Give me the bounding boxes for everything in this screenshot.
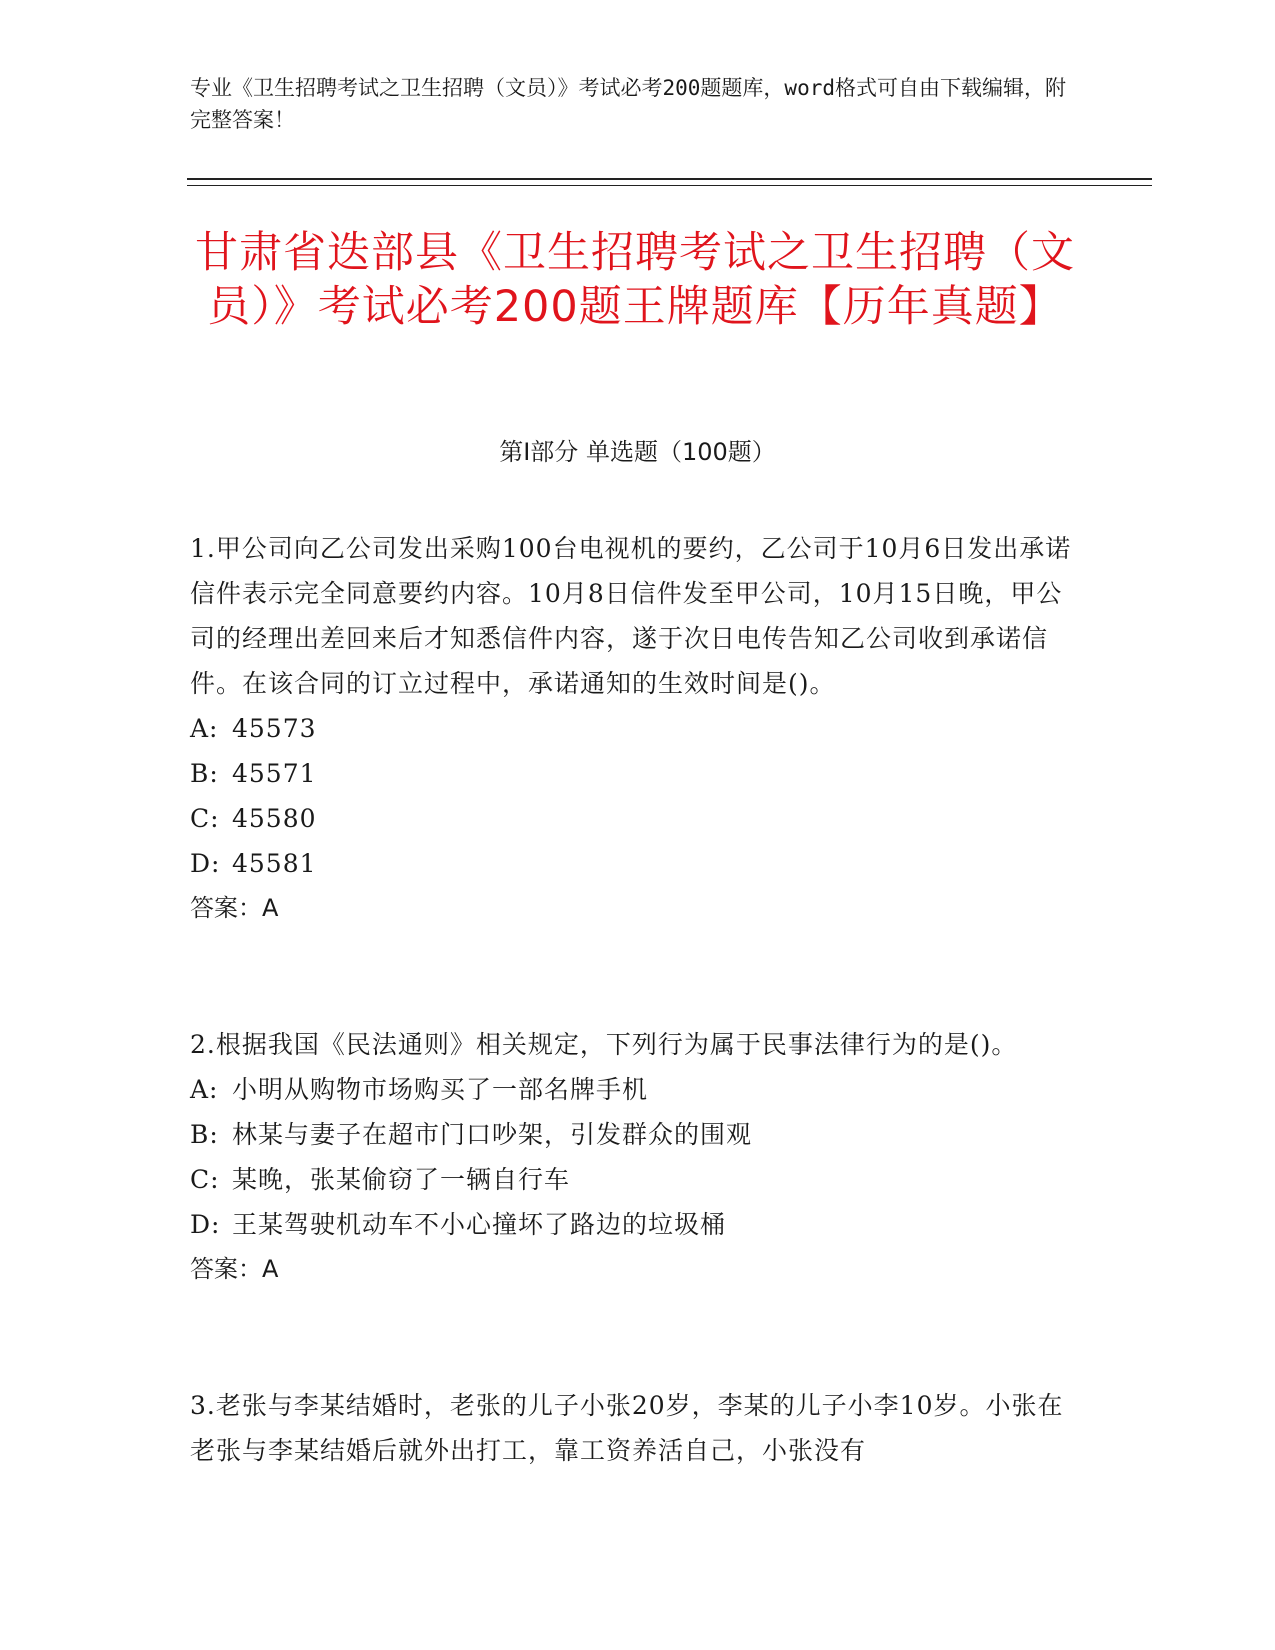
- answer-line: 答案：A: [190, 894, 279, 922]
- option-text: 45571: [232, 759, 317, 788]
- question-stem: 3.老张与李某结婚时，老张的儿子小张20岁，李某的儿子小李10岁。小张在老张与李某结婚后就外出打工，靠工资养活自己，小张没有: [190, 1391, 1064, 1465]
- question-2: [190, 1022, 1075, 1291]
- section-title: 第Ⅰ部分 单选题（100题）: [499, 438, 776, 466]
- option-b: [190, 751, 1075, 796]
- option-text: 林某与妻子在超市门口吵架，引发群众的围观: [232, 1120, 753, 1149]
- header-rule-thin: [187, 185, 1152, 186]
- option-text: 45573: [232, 714, 317, 743]
- option-key: B:: [190, 759, 219, 788]
- option-b: [190, 1112, 1075, 1157]
- question-stem: 1.甲公司向乙公司发出采购100台电视机的要约，乙公司于10月6日发出承诺信件表示完全同意要约内容。10月8日信件发至甲公司，10月15日晚，甲公司的经理出差回来后才知悉信件内容，遂于次日电传告知乙公司收到承诺信件。在该合同的订立过程中，承诺通知的生效时间是()。: [190, 534, 1072, 698]
- header-note: 专业《卫生招聘考试之卫生招聘（文员）》考试必考200题题库，word格式可自由下载编辑，附完整答案！: [190, 76, 1066, 132]
- option-key: A:: [190, 714, 219, 743]
- option-key: D:: [190, 849, 221, 878]
- header-rule-thick: [187, 178, 1152, 180]
- option-d: [190, 1202, 1075, 1247]
- option-key: C:: [190, 804, 220, 833]
- question-stem: 2.根据我国《民法通则》相关规定，下列行为属于民事法律行为的是()。: [190, 1030, 1018, 1059]
- option-key: D:: [190, 1210, 221, 1239]
- option-text: 45581: [232, 849, 317, 878]
- question-3: [190, 1383, 1075, 1473]
- option-c: [190, 796, 1075, 841]
- option-key: C:: [190, 1165, 220, 1194]
- question-1: [190, 526, 1075, 930]
- option-a: [190, 1067, 1075, 1112]
- option-d: [190, 841, 1075, 886]
- answer-line: 答案：A: [190, 1255, 279, 1283]
- document-title: 甘肃省迭部县《卫生招聘考试之卫生招聘（文员）》考试必考200题王牌题库【历年真题】: [195, 228, 1075, 332]
- option-text: 王某驾驶机动车不小心撞坏了路边的垃圾桶: [232, 1210, 727, 1239]
- option-a: [190, 706, 1075, 751]
- option-key: A:: [190, 1075, 219, 1104]
- option-text: 45580: [232, 804, 317, 833]
- option-text: 小明从购物市场购买了一部名牌手机: [232, 1075, 649, 1104]
- option-c: [190, 1157, 1075, 1202]
- option-text: 某晚，张某偷窃了一辆自行车: [232, 1165, 571, 1194]
- option-key: B:: [190, 1120, 219, 1149]
